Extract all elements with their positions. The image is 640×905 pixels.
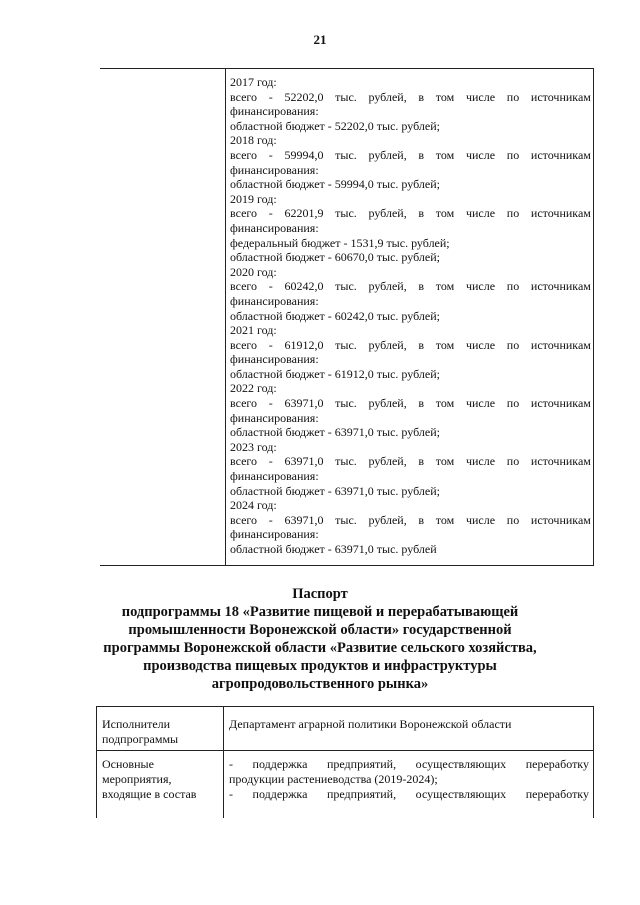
word: тыс. — [335, 279, 357, 294]
total-line-end: финансирования: — [230, 469, 319, 484]
word: по — [506, 147, 520, 162]
word: 63971,0 — [284, 396, 324, 411]
word: рублей, — [368, 147, 407, 162]
word: по — [506, 454, 520, 469]
passport-title-line: программы Воронежской области «Развитие сельского хозяйства, — [103, 640, 537, 656]
passport-title-line: подпрограммы 18 «Развитие пищевой и перерабатывающей — [121, 604, 519, 620]
word: том — [435, 279, 455, 294]
word: рублей, — [368, 454, 407, 469]
total-line — [230, 90, 591, 105]
activities-label-line: входящие в состав — [102, 787, 197, 801]
year-heading: 2024 год: — [230, 498, 277, 513]
word: тыс. — [335, 147, 357, 162]
budget-source-line: областной бюджет - 60242,0 тыс. рублей; — [230, 308, 440, 323]
word: в — [418, 396, 425, 411]
column-divider — [223, 707, 224, 818]
word: 60242,0 — [284, 279, 324, 294]
word: - — [268, 337, 273, 352]
budget-source-line: областной бюджет - 60670,0 тыс. рублей; — [230, 250, 440, 265]
word: рублей, — [368, 512, 407, 527]
word: по — [506, 512, 520, 527]
word: в — [418, 454, 425, 469]
year-heading: 2017 год: — [230, 75, 277, 89]
word: переработку — [525, 787, 589, 801]
word: тыс. — [335, 89, 357, 104]
word: источникам — [530, 89, 591, 104]
word: числе — [465, 454, 496, 469]
total-line-end: финансирования: — [230, 220, 319, 235]
budget-source-line: областной бюджет - 63971,0 тыс. рублей — [230, 542, 437, 556]
word: том — [435, 89, 455, 104]
word: в — [418, 206, 425, 221]
word: тыс. — [335, 396, 357, 411]
word: 61912,0 — [284, 337, 324, 352]
word: числе — [465, 206, 496, 221]
executors-label-line: подпрограммы — [102, 732, 179, 746]
activity-line — [229, 787, 589, 802]
passport-title-line: производства пищевых продуктов и инфраструктуры — [143, 658, 497, 674]
word: - — [268, 279, 273, 294]
word: источникам — [530, 512, 591, 527]
executors-value: Департамент аграрной политики Воронежской области — [229, 717, 512, 731]
word: в — [418, 337, 425, 352]
word: источникам — [530, 337, 591, 352]
total-line-end: финансирования: — [230, 104, 319, 119]
word: источникам — [530, 396, 591, 411]
word: числе — [465, 147, 496, 162]
word: том — [435, 396, 455, 411]
word: по — [506, 206, 520, 221]
word: 59994,0 — [284, 147, 324, 162]
word: числе — [465, 89, 496, 104]
passport-heading: Паспорт — [292, 586, 348, 602]
word: 63971,0 — [284, 512, 324, 527]
word: числе — [465, 512, 496, 527]
total-line — [230, 148, 591, 163]
executors-label-line: Исполнители — [102, 717, 171, 731]
word: рублей, — [368, 206, 407, 221]
word: 62201,9 — [284, 206, 324, 221]
word: том — [435, 147, 455, 162]
word: всего — [230, 89, 258, 104]
word: источникам — [530, 147, 591, 162]
budget-source-line: областной бюджет - 63971,0 тыс. рублей; — [230, 483, 440, 498]
word: источникам — [530, 206, 591, 221]
activity-line: продукции растениеводства (2019-2024); — [229, 772, 438, 786]
year-heading: 2022 год: — [230, 381, 277, 396]
word: - — [229, 787, 233, 801]
year-heading: 2023 год: — [230, 439, 277, 454]
activities-value — [229, 757, 589, 802]
activity-line — [229, 757, 589, 772]
year-heading: 2021 год: — [230, 323, 277, 338]
funding-cell — [230, 75, 591, 557]
year-heading: 2020 год: — [230, 264, 277, 279]
year-heading: 2018 год: — [230, 133, 277, 148]
column-divider — [225, 69, 226, 565]
total-line — [230, 396, 591, 411]
total-line-end: финансирования: — [230, 527, 319, 542]
word: - — [268, 396, 273, 411]
word: всего — [230, 337, 258, 352]
word: по — [506, 337, 520, 352]
word: числе — [465, 337, 496, 352]
activities-label-line: мероприятия, — [102, 772, 172, 786]
word: по — [506, 396, 520, 411]
word: - — [268, 206, 273, 221]
word: переработку — [525, 757, 589, 771]
budget-source-line: областной бюджет - 63971,0 тыс. рублей; — [230, 425, 440, 440]
word: в — [418, 279, 425, 294]
total-line-end: финансирования: — [230, 293, 319, 308]
word: тыс. — [335, 512, 357, 527]
passport-title-line: агропродовольственного рынка» — [211, 676, 429, 692]
year-heading: 2019 год: — [230, 191, 277, 206]
word: поддержка — [252, 757, 308, 771]
word: тыс. — [335, 454, 357, 469]
activities-label — [102, 757, 220, 802]
page-number: 21 — [313, 32, 327, 47]
word: по — [506, 89, 520, 104]
word: осуществляющих — [415, 787, 507, 801]
passport-title-line: промышленности Воронежской области» государственной — [128, 622, 512, 638]
word: всего — [230, 279, 258, 294]
word: поддержка — [252, 787, 308, 801]
word: том — [435, 206, 455, 221]
total-line — [230, 513, 591, 528]
word: всего — [230, 396, 258, 411]
passport-title-block — [0, 585, 640, 693]
budget-source-line: федеральный бюджет - 1531,9 тыс. рублей; — [230, 235, 450, 250]
subprogram-table — [96, 706, 594, 818]
word: по — [506, 279, 520, 294]
executors-label — [102, 717, 220, 747]
word: всего — [230, 147, 258, 162]
word: числе — [465, 279, 496, 294]
total-line — [230, 338, 591, 353]
word: 63971,0 — [284, 454, 324, 469]
word: предприятий, — [326, 757, 397, 771]
word: числе — [465, 396, 496, 411]
word: тыс. — [335, 337, 357, 352]
word: в — [418, 89, 425, 104]
total-line-end: финансирования: — [230, 410, 319, 425]
word: - — [268, 89, 273, 104]
word: в — [418, 512, 425, 527]
word: всего — [230, 206, 258, 221]
activities-label-line: Основные — [102, 757, 154, 771]
word: рублей, — [368, 279, 407, 294]
word: - — [229, 757, 233, 771]
word: том — [435, 337, 455, 352]
budget-source-line: областной бюджет - 52202,0 тыс. рублей; — [230, 118, 440, 133]
word: 52202,0 — [284, 89, 324, 104]
total-line-end: финансирования: — [230, 352, 319, 367]
word: осуществляющих — [415, 757, 507, 771]
row-divider — [97, 750, 593, 751]
total-line — [230, 279, 591, 294]
word: рублей, — [368, 396, 407, 411]
budget-source-line: областной бюджет - 61912,0 тыс. рублей; — [230, 366, 440, 381]
word: - — [268, 147, 273, 162]
word: источникам — [530, 279, 591, 294]
word: - — [268, 454, 273, 469]
word: всего — [230, 454, 258, 469]
word: в — [418, 147, 425, 162]
word: рублей, — [368, 337, 407, 352]
word: тыс. — [335, 206, 357, 221]
word: предприятий, — [326, 787, 397, 801]
passport-subtitle — [0, 603, 640, 693]
funding-table — [100, 68, 594, 566]
word: источникам — [530, 454, 591, 469]
word: - — [268, 512, 273, 527]
total-line — [230, 454, 591, 469]
total-line-end: финансирования: — [230, 162, 319, 177]
word: рублей, — [368, 89, 407, 104]
word: всего — [230, 512, 258, 527]
total-line — [230, 206, 591, 221]
word: том — [435, 454, 455, 469]
word: том — [435, 512, 455, 527]
budget-source-line: областной бюджет - 59994,0 тыс. рублей; — [230, 177, 440, 192]
